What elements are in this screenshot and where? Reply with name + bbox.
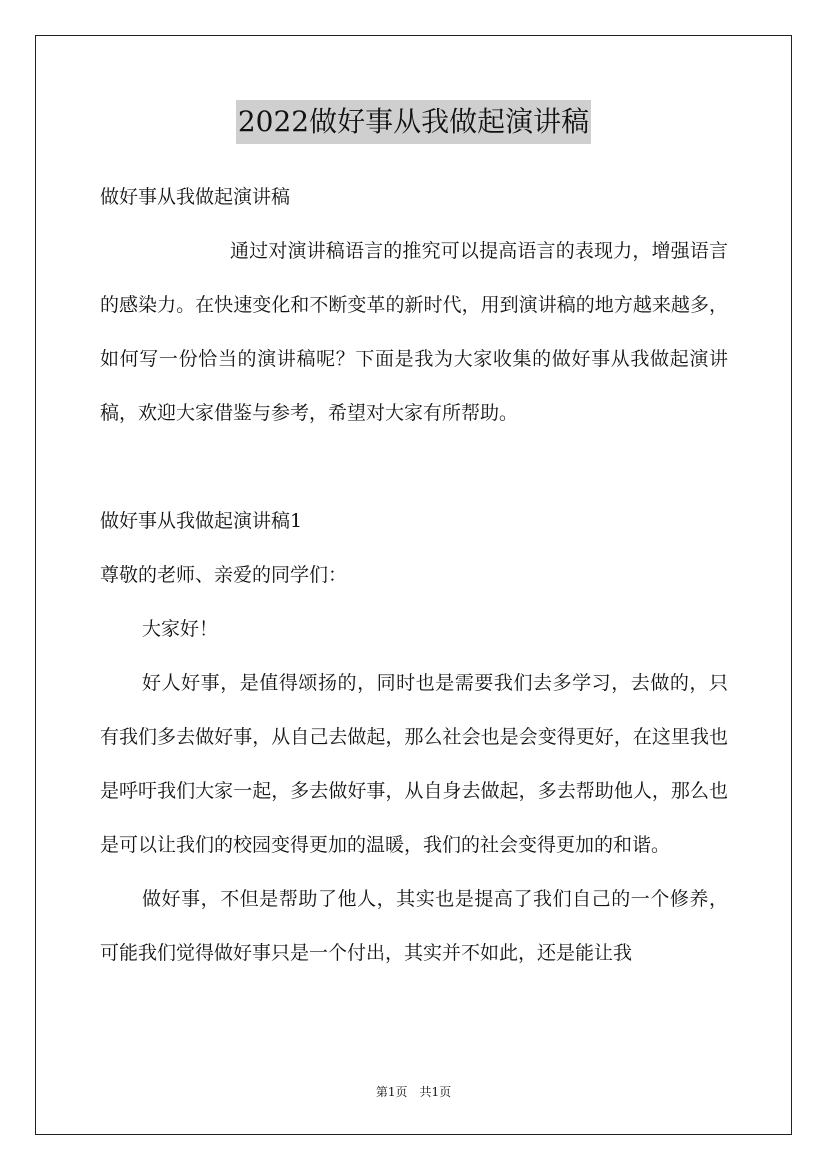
blank-line [100, 440, 728, 494]
page-footer [0, 1084, 827, 1100]
page-count: 共1页 [419, 1085, 452, 1099]
title-container [0, 100, 827, 144]
document-title: 2022做好事从我做起演讲稿 [236, 100, 591, 144]
salutation: 尊敬的老师、亲爱的同学们： [100, 564, 348, 586]
section-heading: 做好事从我做起演讲稿1 [100, 510, 303, 532]
body-paragraph: 好人好事，是值得颂扬的，同时也是需要我们去多学习，去做的，只有我们多去做好事，从自己去做起，那么社会也是会变得更好，在这里我也是呼吁我们大家一起，多去做好事，从自身去做起，多去帮助他人，那么也是可以让我们的校园变得更加的温暖，我们的社会变得更加的和谐。 [100, 672, 728, 856]
intro-paragraph: 通过对演讲稿语言的推究可以提高语言的表现力，增强语言的感染力。在快速变化和不断变革的新时代，用到演讲稿的地方越来越多，如何写一份恰当的演讲稿呢？下面是我为大家收集的做好事从我做起演讲稿，欢迎大家借鉴与参考，希望对大家有所帮助。 [100, 240, 728, 424]
document-body [100, 170, 728, 980]
page-number: 第1页 [375, 1085, 408, 1099]
greeting: 大家好！ [142, 618, 219, 640]
body-paragraph: 做好事，不但是帮助了他人，其实也是提高了我们自己的一个修养，可能我们觉得做好事只是一个付出，其实并不如此，还是能让我 [100, 888, 728, 964]
document-subtitle: 做好事从我做起演讲稿 [100, 186, 291, 208]
